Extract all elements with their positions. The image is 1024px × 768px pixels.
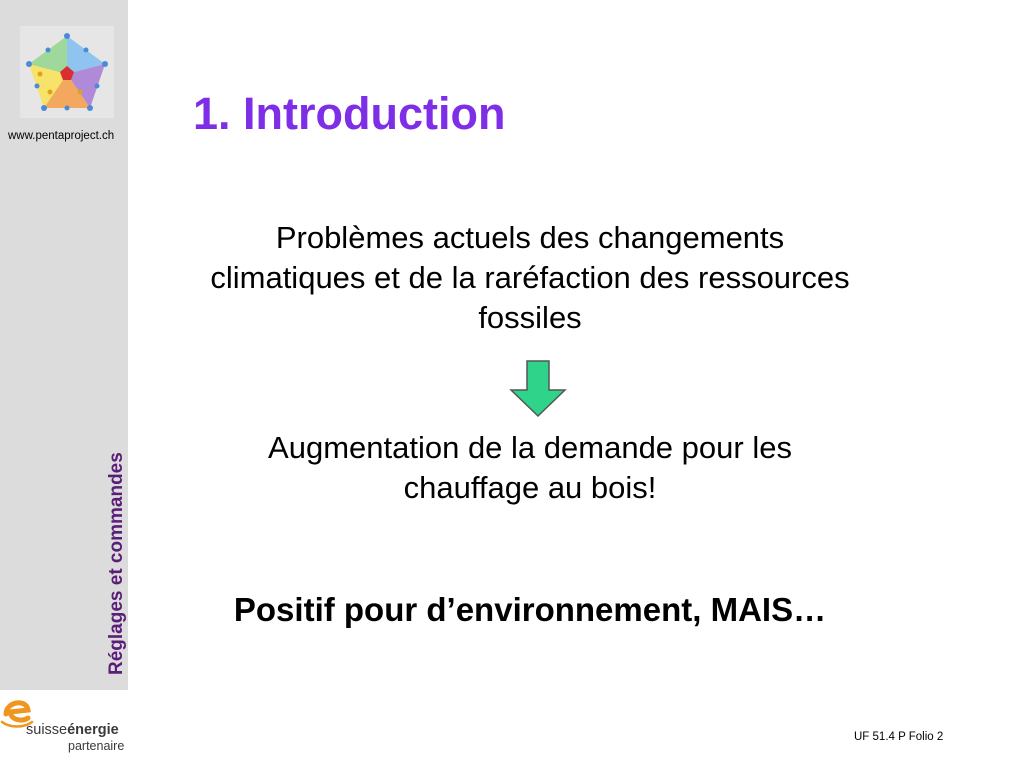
pentagon-logo-icon <box>20 26 114 118</box>
vertical-section-title: Réglages et commandes <box>106 452 127 675</box>
slide-title: 1. Introduction <box>193 88 506 139</box>
partner-name-light: suisse <box>26 722 68 738</box>
down-arrow-icon <box>509 360 567 418</box>
partner-name-bold: énergie <box>67 722 119 738</box>
footer-folio: UF 51.4 P Folio 2 <box>854 731 944 743</box>
paragraph-conclusion: Positif pour d’environnement, MAIS… <box>233 591 827 628</box>
partner-name <box>26 722 119 738</box>
website-url[interactable]: www.pentaproject.ch <box>8 130 115 142</box>
partner-subtitle: partenaire <box>68 739 125 753</box>
paragraph-demand: Augmentation de la demande pour les chauffage au bois! <box>268 430 792 505</box>
sidebar <box>0 0 128 690</box>
partner-logo <box>0 692 140 762</box>
paragraph-problems: Problèmes actuels des changements climatiques et de la raréfaction des ressources fossiles <box>210 220 850 335</box>
